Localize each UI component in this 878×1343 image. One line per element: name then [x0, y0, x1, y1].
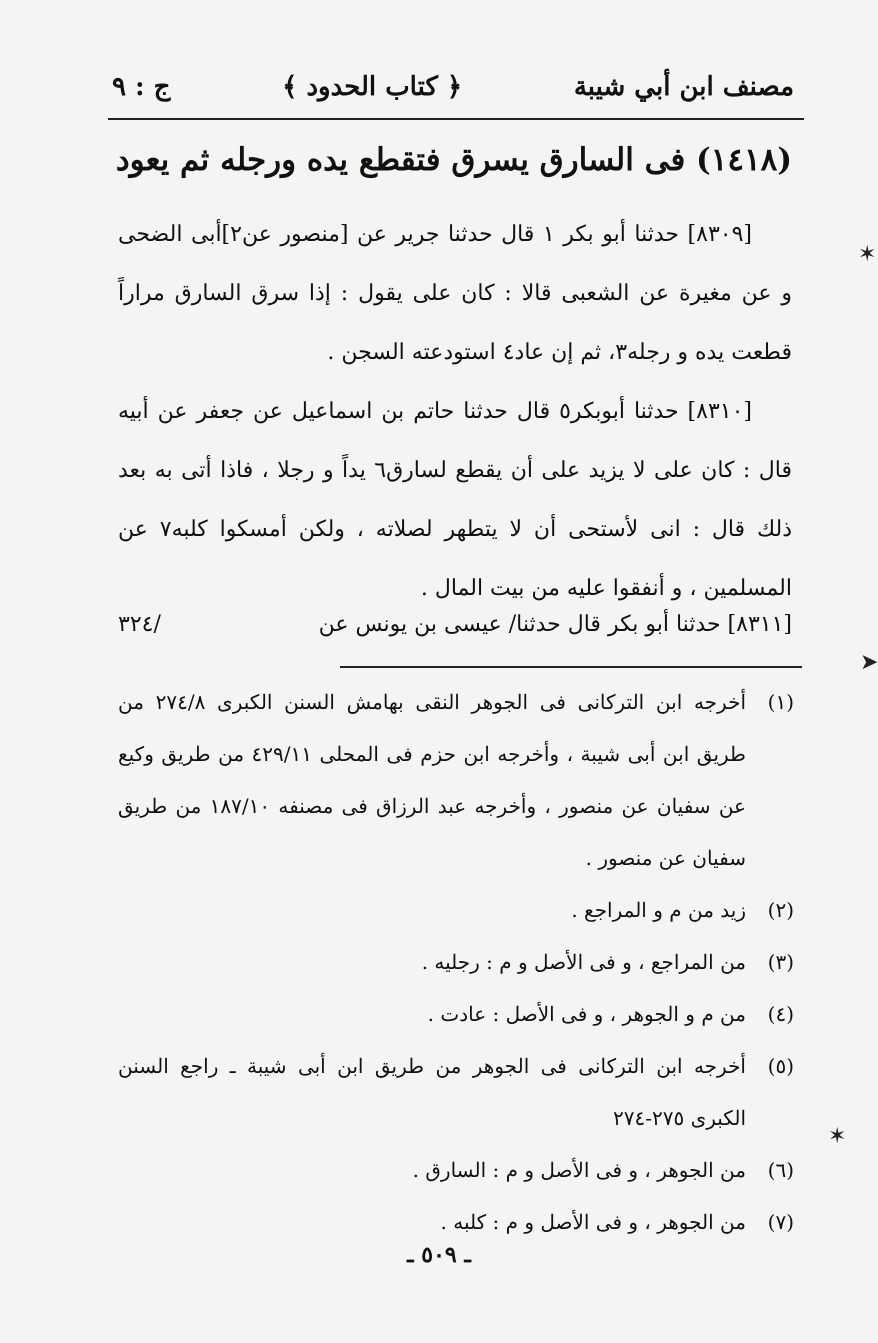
footnote-text: من الجوهر ، و فى الأصل و م : كلبه .	[440, 1210, 746, 1234]
footnote-text: أخرجه ابن التركانى فى الجوهر من طريق ابن أبى شيبة ـ راجع السنن الكبرى ٢٧٥-٢٧٤	[118, 1054, 746, 1130]
footnote	[118, 1144, 794, 1196]
manuscript-page-marker: /٣٢٤	[118, 612, 161, 637]
footnote-rule	[340, 666, 802, 668]
footnote-number: (٢)	[767, 898, 794, 922]
footnote	[118, 1196, 794, 1248]
continuation-text: [٨٣١١] حدثنا أبو بكر قال حدثنا/ عيسى بن يونس عن	[318, 612, 792, 637]
page-number: ـ ٥٠٩ ـ	[407, 1242, 471, 1268]
paragraph-8309: [٨٣٠٩] حدثنا أبو بكر ١ قال حدثنا جرير عن [منصور عن٢]أبى الضحى و عن مغيرة عن الشعبى قالا : كان على يقول : إذا سرق السارق مراراً قطعت يده و رجله٣، ثم إن عاد٤ استودعته السجن .	[118, 222, 792, 365]
footnote-number: (٤)	[767, 1002, 794, 1026]
book-title: مصنف ابن أبي شيبة	[573, 72, 794, 102]
footnote-text: أخرجه ابن التركانى فى الجوهر النقى بهامش السنن الكبرى ٢٧٤/٨ من طريق ابن أبى شيبة ، وأخرجه ابن حزم فى المحلى ٤٢٩/١١ من طريق وكيع عن سفيان عن منصور ، وأخرجه عبد الرزاق فى مصنفه ١٨٧/١٠ من طريق سفيان عن منصور .	[118, 690, 746, 870]
footnote	[118, 884, 794, 936]
footnote-number: (١)	[767, 690, 794, 714]
footnote-number: (٥)	[767, 1054, 794, 1078]
margin-mark-icon: ✶	[858, 242, 877, 267]
chapter-title: (١٤١٨) فى السارق يسرق فتقطع يده ورجله ثم يعود	[115, 142, 792, 178]
footnote-text: من م و الجوهر ، و فى الأصل : عادت .	[427, 1002, 746, 1026]
footnote	[118, 988, 794, 1040]
footnote-number: (٣)	[767, 950, 794, 974]
footnote-text: زيد من م و المراجع .	[571, 898, 746, 922]
footnotes	[118, 676, 794, 1248]
footnote	[118, 936, 794, 988]
continuation-line	[118, 612, 792, 637]
margin-mark-icon: ➤	[860, 650, 878, 675]
volume-label: ج : ٩	[112, 72, 171, 102]
running-header	[112, 62, 794, 112]
paragraph-8310: [٨٣١٠] حدثنا أبوبكر٥ قال حدثنا حاتم بن اسماعيل عن جعفر عن أبيه قال : كان على لا يزيد على أن يقطع لسارق٦ يداً و رجلا ، فاذا أتى به بعد ذلك قال : انى لأستحى أن لا يتطهر لصلاته ، ولكن أمسكوا كلبه٧ عن المسلمين ، و أنفقوا عليه من بيت المال .	[118, 399, 792, 601]
footnote-number: (٦)	[767, 1158, 794, 1182]
header-rule	[108, 118, 804, 120]
footnote-text: من المراجع ، و فى الأصل و م : رجليه .	[421, 950, 746, 974]
footnote-number: (٧)	[767, 1210, 794, 1234]
margin-mark-icon: ✶	[828, 1124, 847, 1149]
section-title: ﴿ كتاب الحدود ﴾	[282, 72, 463, 102]
footnote	[118, 1040, 794, 1144]
main-text	[118, 205, 792, 618]
footnote	[118, 676, 794, 884]
footnote-text: من الجوهر ، و فى الأصل و م : السارق .	[412, 1158, 746, 1182]
